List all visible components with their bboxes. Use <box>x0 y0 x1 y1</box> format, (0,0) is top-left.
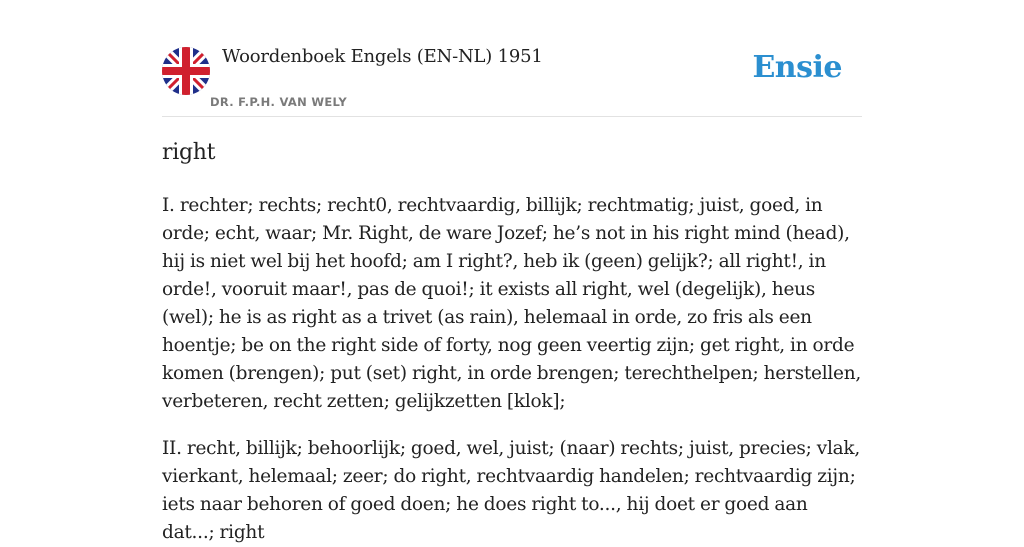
page <box>162 0 862 543</box>
uk-flag-icon <box>162 47 210 95</box>
dictionary-author: DR. F.P.H. VAN WELY <box>210 95 347 109</box>
entry-headword: right <box>162 140 216 165</box>
ensie-logo-link[interactable]: Ensie <box>752 50 842 85</box>
entry-definition-1: I. rechter; rechts; recht0, rechtvaardig, billijk; rechtmatig; juist, goed, in orde; echt, waar; Mr. Right, de ware Jozef; he’s not in his right mind (head), hij is niet wel bij het hoofd; am I right?, heb ik (geen) gelijk?; all right!, in orde!, vooruit maar!, pas de quoi!; it exists all right, wel (degelijk), heus (wel); he is as right as a trivet (as rain), helemaal in orde, zo fris als een hoentje; be on the right side of forty, nog geen veertig zijn; get right, in orde komen (brengen); put (set) right, in orde brengen; terechthelpen; herstellen, verbeteren, recht zetten; gelijkzetten [klok]; <box>162 195 862 412</box>
dictionary-title-link[interactable]: Woordenboek Engels (EN-NL) 1951 <box>222 46 543 67</box>
entry-definition-2: II. recht, billijk; behoorlijk; goed, wel, juist; (naar) rechts; juist, precies; vlak, vierkant, helemaal; zeer; do right, rechtvaardig handelen; rechtvaardig zijn; iets naar behoren of goed doen; he does right to..., hij doet er goed aan dat...; right <box>162 438 860 543</box>
dictionary-header <box>162 0 862 117</box>
